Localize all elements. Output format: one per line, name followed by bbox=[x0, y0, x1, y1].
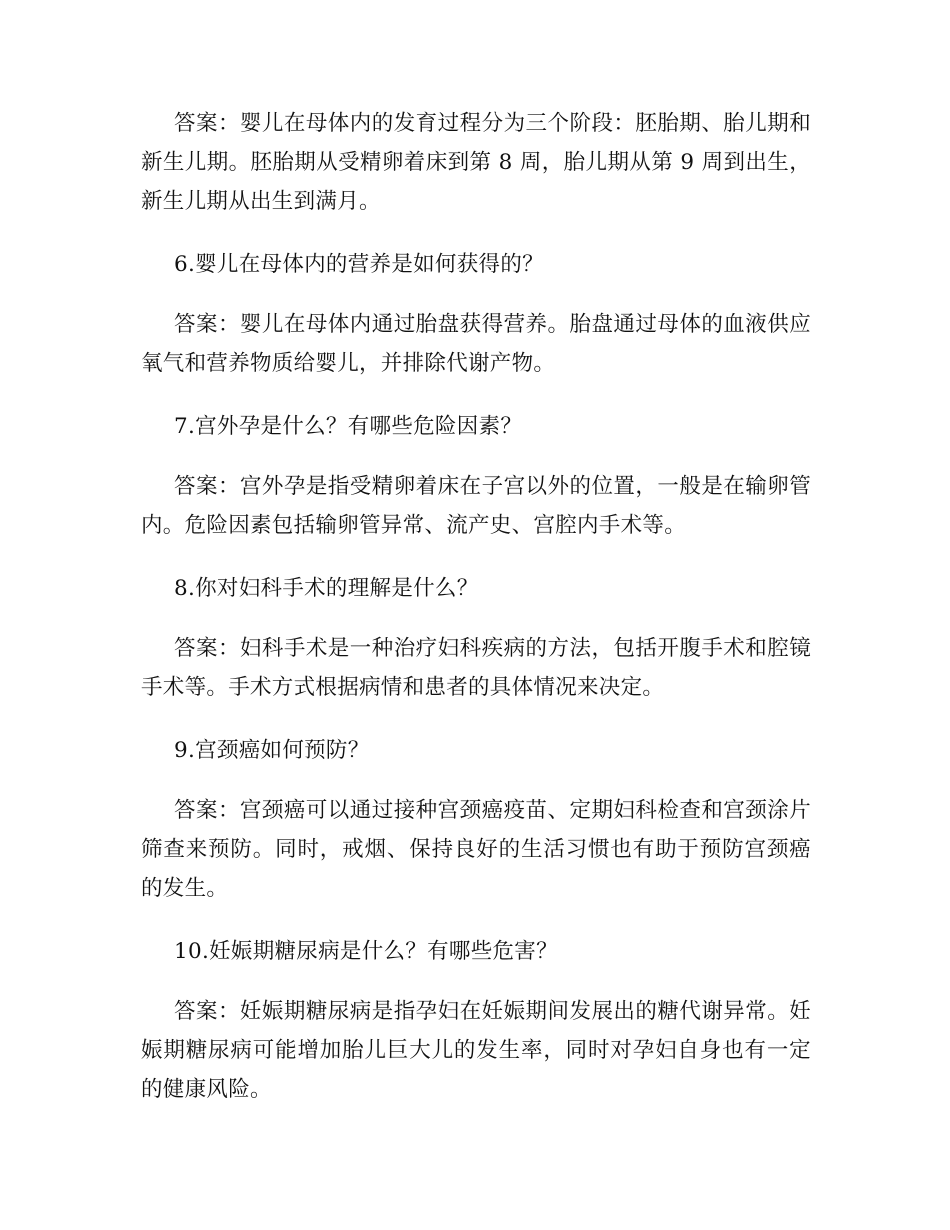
answer-paragraph: 答案：妇科手术是一种治疗妇科疾病的方法，包括开腹手术和腔镜手术等。手术方式根据病情和患者的具体情况来决定。 bbox=[141, 636, 811, 700]
question-paragraph: 8.你对妇科手术的理解是什么？ bbox=[174, 576, 479, 601]
question-paragraph: 9.宫颈癌如何预防？ bbox=[174, 738, 370, 763]
answer-paragraph: 答案：妊娠期糖尿病是指孕妇在妊娠期间发展出的糖代谢异常。妊娠期糖尿病可能增加胎儿巨大儿的发生率，同时对孕妇自身也有一定的健康风险。 bbox=[141, 999, 811, 1102]
answer-paragraph: 答案：婴儿在母体内的发育过程分为三个阶段：胚胎期、胎儿期和新生儿期。胚胎期从受精卵着床到第 8 周，胎儿期从第 9 周到出生，新生儿期从出生到满月。 bbox=[141, 111, 811, 214]
question-paragraph: 10.妊娠期糖尿病是什么？有哪些危害？ bbox=[174, 939, 558, 964]
answer-paragraph: 答案：婴儿在母体内通过胎盘获得营养。胎盘通过母体的血液供应氧气和营养物质给婴儿，并排除代谢产物。 bbox=[141, 312, 811, 376]
question-paragraph: 7.宫外孕是什么？有哪些危险因素？ bbox=[174, 414, 523, 439]
document-body bbox=[141, 104, 811, 1133]
answer-paragraph: 答案：宫外孕是指受精卵着床在子宫以外的位置，一般是在输卵管内。危险因素包括输卵管异常、流产史、宫腔内手术等。 bbox=[141, 474, 811, 538]
answer-paragraph: 答案：宫颈癌可以通过接种宫颈癌疫苗、定期妇科检查和宫颈涂片筛查来预防。同时，戒烟、保持良好的生活习惯也有助于预防宫颈癌的发生。 bbox=[141, 798, 811, 901]
question-paragraph: 6.婴儿在母体内的营养是如何获得的？ bbox=[174, 252, 544, 277]
